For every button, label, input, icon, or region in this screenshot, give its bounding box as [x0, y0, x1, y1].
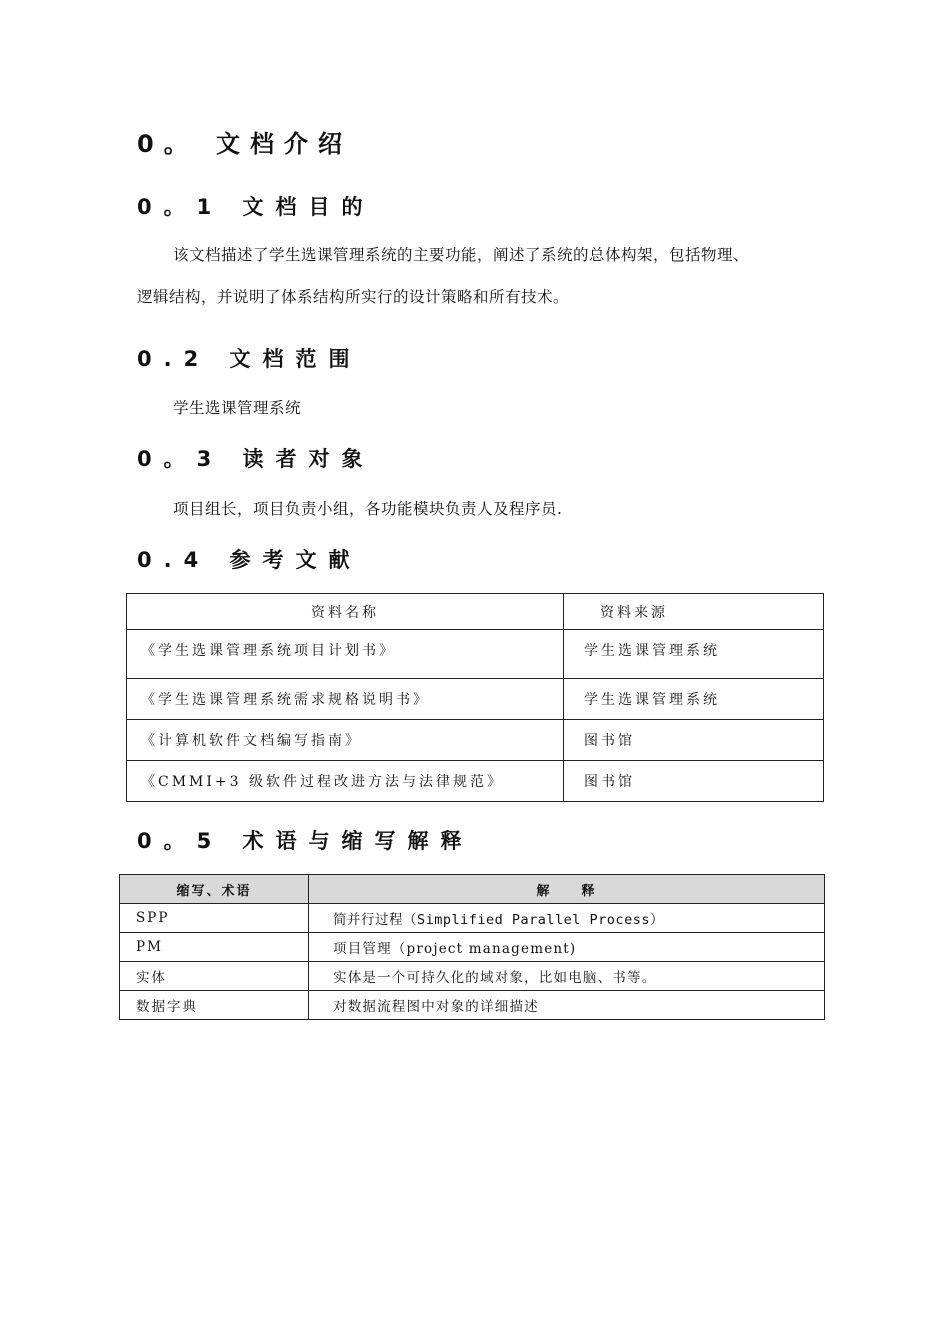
section-heading-references: 0.4 参考文献	[137, 548, 362, 572]
term-cell: SPP	[120, 904, 309, 933]
term-description-text: 项目管理（project management)	[333, 941, 577, 957]
purpose-text-line2: 逻辑结构，并说明了体系结构所实行的设计策略和所有技术。	[137, 288, 570, 306]
reference-name: 《CMMI+3 级软件过程改进方法与法律规范》	[127, 761, 564, 802]
references-header-source: 资料来源	[564, 594, 824, 630]
table-row	[120, 962, 825, 991]
terms-header-term: 缩写、术语	[120, 875, 309, 904]
table-row	[127, 720, 824, 761]
term-description	[309, 933, 825, 962]
references-header-name: 资料名称	[127, 594, 564, 630]
table-row	[120, 991, 825, 1020]
term-description-text: 简并行过程（Simplified Parallel Process）	[333, 912, 664, 928]
reference-source: 图书馆	[564, 720, 824, 761]
section-heading-terms: 0。5 术语与缩写解释	[137, 829, 474, 853]
table-row	[120, 904, 825, 933]
section-heading-scope: 0.2 文档范围	[137, 347, 362, 371]
reference-source: 学生选课管理系统	[564, 630, 824, 679]
table-row	[120, 933, 825, 962]
section-heading-purpose: 0。1 文档目的	[137, 195, 375, 219]
table-row	[127, 630, 824, 679]
terms-header-desc: 解 释	[309, 875, 825, 904]
document-title: 0。 文档介绍	[137, 130, 353, 158]
audience-text: 项目组长，项目负责小组，各功能模块负责人及程序员.	[173, 500, 563, 518]
term-description: 对数据流程图中对象的详细描述	[309, 991, 825, 1020]
reference-source: 学生选课管理系统	[564, 679, 824, 720]
term-description: 实体是一个可持久化的域对象，比如电脑、书等。	[309, 962, 825, 991]
term-cell: 数据字典	[120, 991, 309, 1020]
purpose-text-line1: 该文档描述了学生选课管理系统的主要功能，阐述了系统的总体构架，包括物理、	[173, 246, 750, 264]
section-heading-audience: 0。3 读者对象	[137, 447, 375, 471]
reference-name: 《学生选课管理系统需求规格说明书》	[127, 679, 564, 720]
reference-name: 《学生选课管理系统项目计划书》	[127, 630, 564, 679]
purpose-paragraph	[137, 234, 827, 318]
table-row	[127, 761, 824, 802]
term-cell: PM	[120, 933, 309, 962]
references-table	[126, 593, 824, 802]
reference-source: 图书馆	[564, 761, 824, 802]
reference-name: 《计算机软件文档编写指南》	[127, 720, 564, 761]
term-cell: 实体	[120, 962, 309, 991]
scope-text: 学生选课管理系统	[173, 399, 302, 417]
terms-table	[119, 874, 825, 1020]
term-description	[309, 904, 825, 933]
table-row	[127, 679, 824, 720]
